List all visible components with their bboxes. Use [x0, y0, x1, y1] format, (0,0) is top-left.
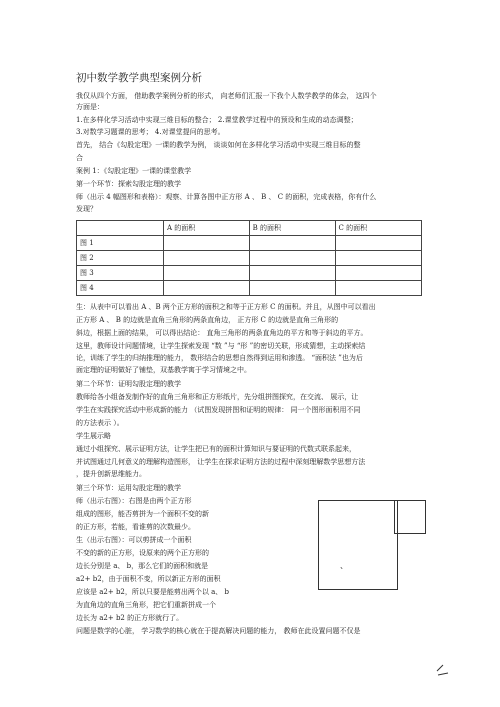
paragraph-line: 斜边，根据上面的结果， 可以得出结论： 直角三角形的两条直角边的平方和等于斜边的平方。: [76, 329, 368, 337]
paragraph-line: 这里，教师设计问题情境，让学生探索发现 “数 ”与 “形 ”的密切关联，形成猜想，主动探索结: [76, 342, 366, 350]
paragraph-line: 生：从表中可以看出 A 、B 两个正方形的面积之和等于正方形 C 的面积。并且，从图中可以看出: [76, 303, 376, 311]
paragraph-line: 学生在实践探究活动中形成新的能力 （试图发现拼图和证明的规律： 同一个图形面积用不同: [76, 406, 361, 414]
paragraph-line: 我仅从四个方面， 借助教学案例分析的形式， 向老师们汇报一下我个人数学教学的体会， 这四个: [76, 92, 377, 100]
paragraph-line: 3.对数学习题课的思考； 4.对课堂提问的思考。: [76, 128, 225, 136]
paragraph-line: 不变的新的正方形，设原来的两个正方形的: [76, 549, 209, 557]
paragraph-line: ，提升创新思维能力。: [76, 470, 146, 478]
large-square-figure: [318, 500, 398, 590]
paragraph-line: 首先， 结合《勾股定理》一课的教学为例， 谈谈如何在多样化学习活动中实现三维目标的整: [76, 141, 361, 149]
paragraph-line: 边长为 a2+ b2 的正方形就行了。: [76, 614, 184, 622]
table-row: [77, 266, 422, 281]
paragraph-line: 正方形 A 、 B 的边就是直角三角形的两条直角边， 正方形 C 的边就是直角三角形的: [76, 316, 339, 324]
paragraph-line: 合: [76, 154, 83, 162]
paragraph-line: 案例 1：《勾股定理》一课的课堂教学: [76, 167, 192, 175]
paragraph-line: 学生展示略: [76, 432, 111, 440]
table-row-label: 图 2: [77, 251, 164, 266]
paragraph-line: 论，训练了学生的归纳推理的能力， 数形结合的思想自然得到运用和渗透。 “面积法 ”也为后: [76, 354, 363, 362]
paragraph-line: 师（出示 4 幅图形和表格）：观察、计算各图中正方形 A 、 B 、 C 的面积，完成表格，你有什么: [76, 193, 377, 201]
table-header-cell: A 的面积: [164, 221, 250, 236]
paragraph-line: 通过小组探究、展示证明方法，让学生把已有的面积计算知识与要证明的代数式联系起来，: [76, 445, 356, 453]
table-row: [77, 251, 422, 266]
small-square-figure: [394, 500, 426, 534]
paragraph-line: 为直角边的直角三角形，把它们重新拼成一个: [76, 601, 216, 609]
paragraph-line: 面定理的证明做好了铺垫，双基教学寓于学习情境之中。: [76, 366, 251, 374]
figure-mark: 、: [340, 561, 348, 570]
area-table: [76, 220, 422, 296]
paragraph-line: 第二个环节：证明勾股定理的教学: [76, 380, 181, 388]
table-row-label: 图 1: [77, 236, 164, 251]
paragraph-line: 并试图通过几何意义的理解构造图形， 让学生在探求证明方法的过程中深刻理解数学思想方法: [76, 458, 366, 466]
paragraph-line: 边长分别是 a、 b，那么它们的面积和就是: [76, 562, 209, 570]
paragraph-line: 应该是 a2+ b2，所以只要是能剪出两个以 a、 b: [76, 588, 229, 596]
paragraph-line: 方面是：: [76, 103, 104, 111]
paragraph-line: 第一个环节：探索勾股定理的教学: [76, 180, 181, 188]
table-header-cell: B 的面积: [249, 221, 335, 236]
table-row-label: 图 4: [77, 281, 164, 296]
paragraph-line: 问题是数学的心脏， 学习数学的核心就在于提高解决问题的能力， 教师在此设置问题不仅是: [76, 627, 361, 635]
table-header-cell: C 的面积: [335, 221, 421, 236]
table-row-label: 图 3: [77, 266, 164, 281]
paragraph-line: a2+ b2，由于面积不变，所以新正方形的面积: [76, 575, 221, 583]
paragraph-line: 的正方形，若能，看谁剪的次数最少。: [76, 523, 195, 531]
table-row: [77, 281, 422, 296]
paragraph-line: 发现？: [76, 205, 97, 213]
paragraph-line: 第三个环节：运用勾股定理的教学: [76, 484, 181, 492]
paragraph-line: 1.在多样化学习活动中实现三维目标的整合； 2.课堂教学过程中的预设和生成的动态调整；: [76, 116, 358, 124]
paragraph-line: 的方法表示 ）。: [76, 419, 124, 427]
paragraph-line: 生（出示右图）：可以剪拼成一个面积: [76, 536, 192, 544]
paragraph-line: 组成的图形，能否剪拼为一个面积不变的新: [76, 510, 209, 518]
corner-mark-icon: [436, 663, 450, 677]
document-title: 初中数学教学典型案例分析: [76, 72, 202, 84]
paragraph-line: 教师给各小组备发制作好的直角三角形和正方形纸片，先分组拼图探究，在交流、 展示，让: [76, 393, 359, 401]
table-header-row: [77, 221, 422, 236]
table-header-cell: [77, 221, 164, 236]
paragraph-line: 师（出示右图）：右图是由两个正方形: [76, 497, 192, 505]
table-row: [77, 236, 422, 251]
